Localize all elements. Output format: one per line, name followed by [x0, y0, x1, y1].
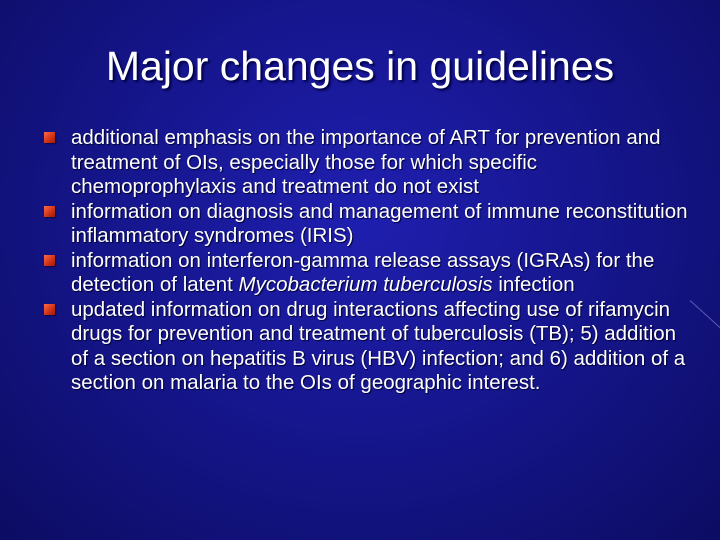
decorative-line [690, 300, 720, 334]
bullet-text-before: information on interferon-gamma release assays (IGRAs) for the detection of latent [71, 248, 655, 296]
bullet-item-iris [44, 200, 694, 249]
bullet-text: additional emphasis on the importance of ART for prevention and treatment of OIs, especially those for which specific chemoprophylaxis and treatment do not exist [71, 126, 661, 198]
bullet-list [44, 126, 694, 396]
bullet-item-art-emphasis [44, 126, 694, 200]
bullet-text: information on diagnosis and management of immune reconstitution inflammatory syndromes (IRIS) [71, 199, 688, 247]
square-bullet-icon [44, 206, 55, 217]
bullet-item-drug-interactions [44, 298, 694, 396]
bullet-text: updated information on drug interactions affecting use of rifamycin drugs for prevention and treatment of tuberculosis (TB); 5) addition of a section on hepatitis B virus (HBV) infection; and 6) addition of a section on malaria to the OIs of geographic interest. [71, 297, 686, 394]
slide-title: Major changes in guidelines [105, 43, 615, 89]
square-bullet-icon [44, 255, 55, 266]
bullet-item-igras [44, 249, 694, 298]
bullet-text-after: infection [492, 273, 575, 296]
square-bullet-icon [44, 132, 55, 143]
bullet-text-italic: Mycobacterium tuberculosis [238, 273, 493, 296]
square-bullet-icon [44, 304, 55, 315]
